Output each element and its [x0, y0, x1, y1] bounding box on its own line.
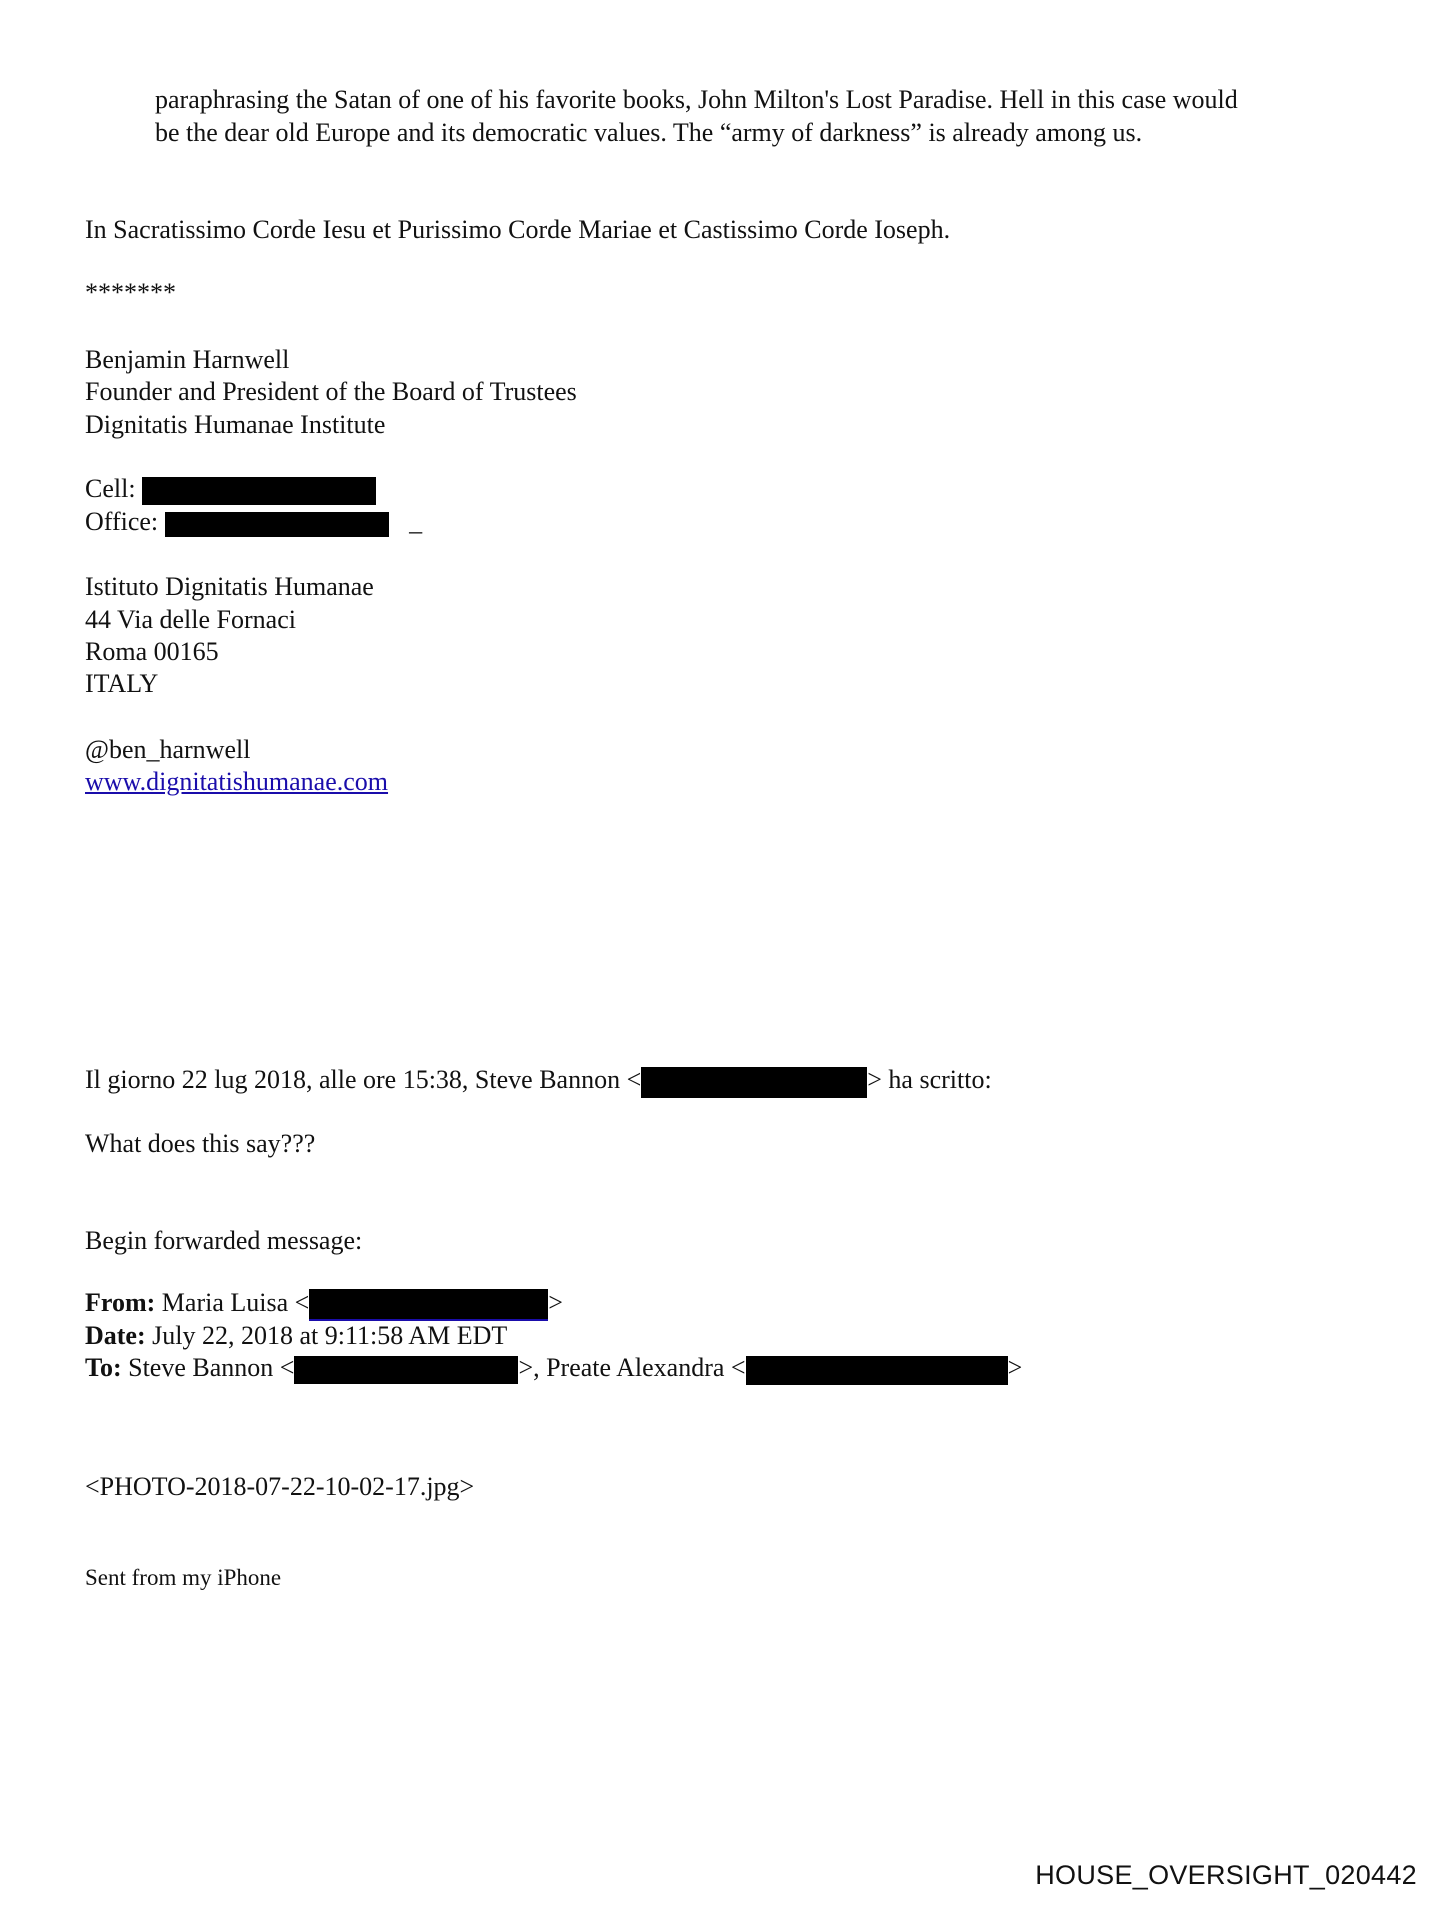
- twitter-handle: @ben_harnwell: [85, 735, 251, 764]
- forward-intro: Begin forwarded message:: [85, 1226, 363, 1255]
- bannon-message: What does this say???: [85, 1129, 316, 1158]
- redaction-box: [294, 1356, 518, 1384]
- office-label: Office:: [85, 507, 159, 536]
- attachment-name: <PHOTO-2018-07-22-10-02-17.jpg>: [85, 1472, 475, 1501]
- address-line: 44 Via delle Fornaci: [85, 605, 296, 634]
- office-trailing: _: [409, 507, 423, 536]
- signature-name: Benjamin Harnwell: [85, 345, 290, 374]
- address-line: Istituto Dignitatis Humanae: [85, 572, 374, 601]
- office-line: [85, 506, 422, 538]
- website-link-line: [85, 766, 388, 798]
- to-value-1: Steve Bannon <: [121, 1353, 295, 1382]
- reply-header-prefix: Il giorno 22 lug 2018, alle ore 15:38, Steve Bannon <: [85, 1065, 642, 1094]
- to-label: To:: [85, 1353, 122, 1382]
- redaction-box: [641, 1067, 867, 1098]
- date-label: Date:: [85, 1321, 146, 1350]
- redaction-box: [165, 512, 389, 537]
- address-line: Roma 00165: [85, 637, 219, 666]
- forwarded-to: [85, 1352, 1022, 1385]
- date-value: July 22, 2018 at 9:11:58 AM EDT: [145, 1321, 508, 1350]
- to-value-2: >, Preate Alexandra <: [518, 1353, 746, 1382]
- from-label: From:: [85, 1288, 156, 1317]
- reply-header: [85, 1064, 992, 1098]
- signature-title: Founder and President of the Board of Trustees: [85, 377, 577, 406]
- forwarded-date: [85, 1320, 507, 1352]
- website-link[interactable]: www.dignitatishumanae.com: [85, 767, 389, 796]
- redaction-box: [142, 477, 376, 505]
- sent-from: Sent from my iPhone: [85, 1565, 282, 1590]
- signature-org: Dignitatis Humanae Institute: [85, 410, 386, 439]
- quote-line-1: paraphrasing the Satan of one of his favorite books, John Milton's Lost Paradise. Hell in this case would: [155, 85, 1238, 114]
- from-value: Maria Luisa <: [155, 1288, 310, 1317]
- from-end: >: [548, 1288, 563, 1317]
- redaction-box: [309, 1289, 548, 1321]
- closing-blessing: In Sacratissimo Corde Iesu et Purissimo Corde Mariae et Castissimo Corde Ioseph.: [85, 215, 951, 244]
- quote-line-2: be the dear old Europe and its democratic values. The “army of darkness” is already among us.: [155, 118, 1143, 147]
- bates-number: HOUSE_OVERSIGHT_020442: [1035, 1860, 1417, 1890]
- reply-header-suffix: > ha scritto:: [867, 1065, 992, 1094]
- cell-label: Cell:: [85, 474, 136, 503]
- to-end: >: [1007, 1353, 1023, 1382]
- separator: *******: [85, 278, 176, 307]
- redaction-box: [746, 1356, 1008, 1385]
- forwarded-from: [85, 1287, 563, 1321]
- cell-line: [85, 473, 376, 505]
- address-line: ITALY: [85, 669, 159, 698]
